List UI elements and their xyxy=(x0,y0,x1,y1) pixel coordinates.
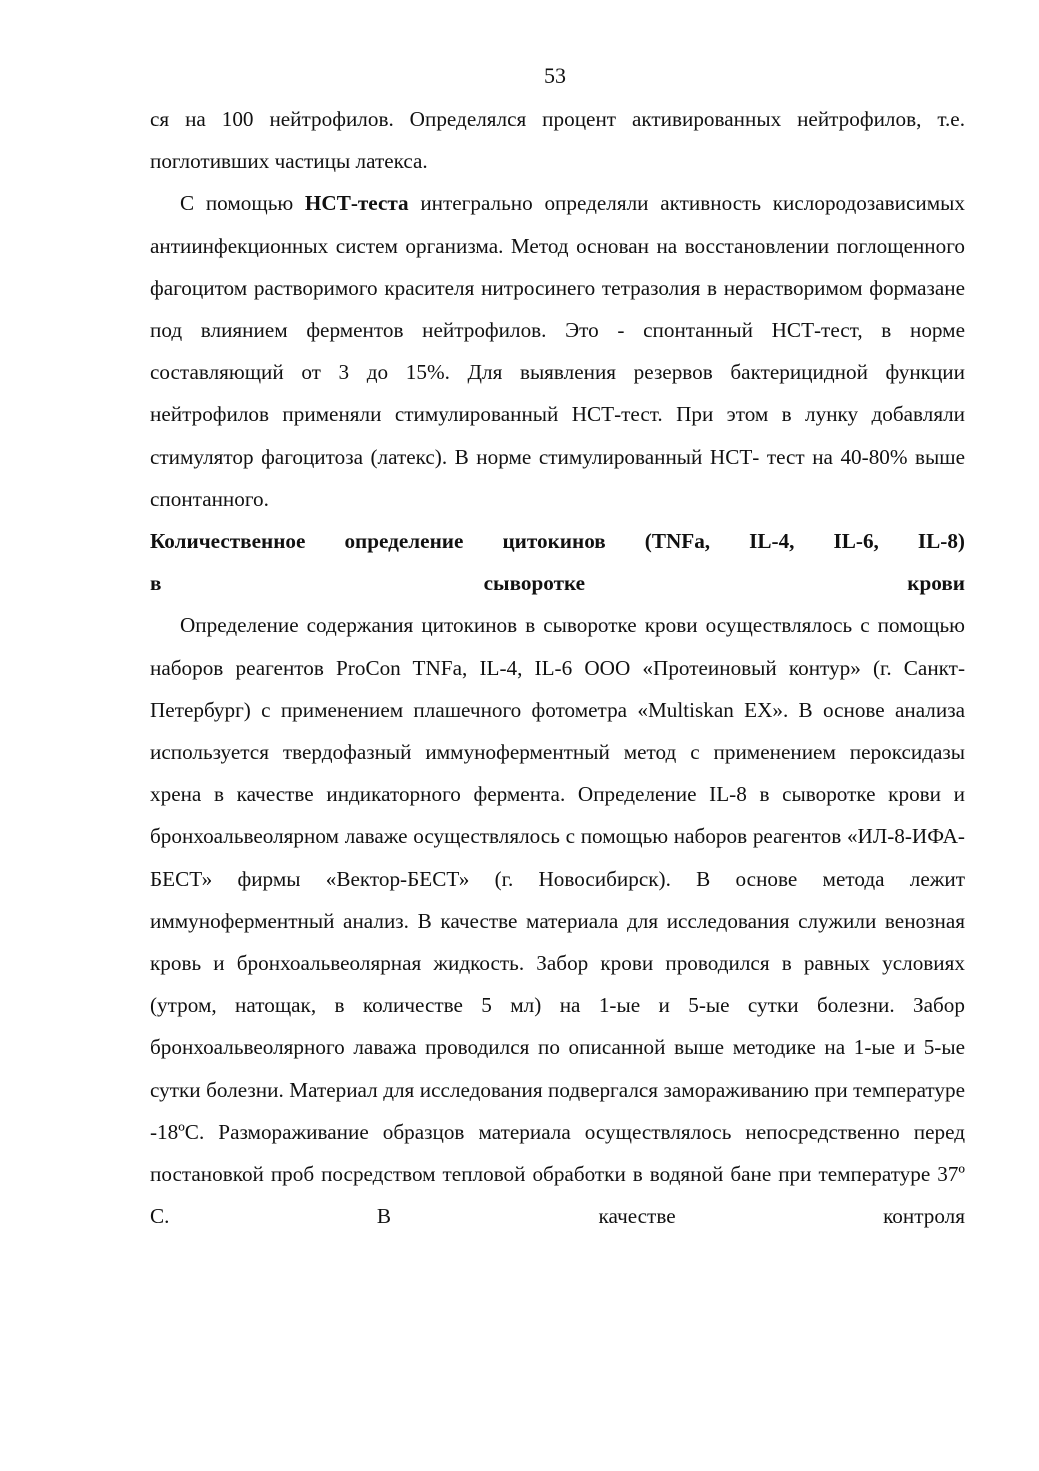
nst-test-term: НСТ-теста xyxy=(304,191,409,216)
paragraph-nst-body: интегрально определяли активность кислородозависимых антиинфекционных систем организма. Метод основан на восстановлении поглощенного фагоцитом растворимого красителя нитросинего тетразолия в нерастворимом формазане под влиянием ферментов нейтрофилов. Это - спонтанный НСТ-тест, в норме составляющий от 3 до 15%. Для выявления резервов бактерицидной функции нейтрофилов применяли стимулированный НСТ-тест. При этом в лунку добавляли стимулятор фагоцитоза (латекс). В норме стимулированный НСТ- тест на 40-80% выше спонтанного. xyxy=(150,191,965,511)
body-text xyxy=(150,98,965,1237)
paragraph-neutrophil-count: ся на 100 нейтрофилов. Определялся процент активированных нейтрофилов, т.е. поглотивших частицы латекса. xyxy=(150,107,965,174)
paragraph-cytokine-method: Определение содержания цитокинов в сыворотке крови осуществлялось с помощью наборов реагентов ProCon TNFa, IL-4, IL-6 ООО «Протеиновый контур» (г. Санкт-Петербург) с применением плашечного фотометра «Multiskan EX». В основе анализа используется твердофазный иммуноферментный метод с применением пероксидазы хрена в качестве индикаторного фермента. Определение IL-8 в сыворотке крови и бронхоальвеолярном лаваже осуществлялось с помощью наборов реагентов «ИЛ-8-ИФА-БЕСТ» фирмы «Вектор-БЕСТ» (г. Новосибирск). В основе метода лежит иммуноферментный анализ. В качестве материала для исследования служили венозная кровь и бронхоальвеолярная жидкость. Забор крови проводился в равных условиях (утром, натощак, в количестве 5 мл) на 1-ые и 5-ые сутки болезни. Забор бронхоальвеолярного лаважа проводился по описанной выше методике на 1-ые и 5-ые сутки болезни. Материал для исследования подвергался замораживанию при температуре -18ºС. Размораживание образцов материала осуществлялось непосредственно перед постановкой проб посредством тепловой обработки в водяной бане при температуре 37º С. В качестве контроля xyxy=(150,613,965,1229)
paragraph-nst-test xyxy=(150,182,965,520)
section-heading-line-1: Количественное определение цитокинов (TNFa, IL-4, IL-6, IL-8) xyxy=(150,529,965,554)
paragraph-nst-lead: С помощью xyxy=(180,191,294,216)
page-number: 53 xyxy=(544,63,566,88)
section-heading-line-2: в сыворотке крови xyxy=(150,571,965,596)
